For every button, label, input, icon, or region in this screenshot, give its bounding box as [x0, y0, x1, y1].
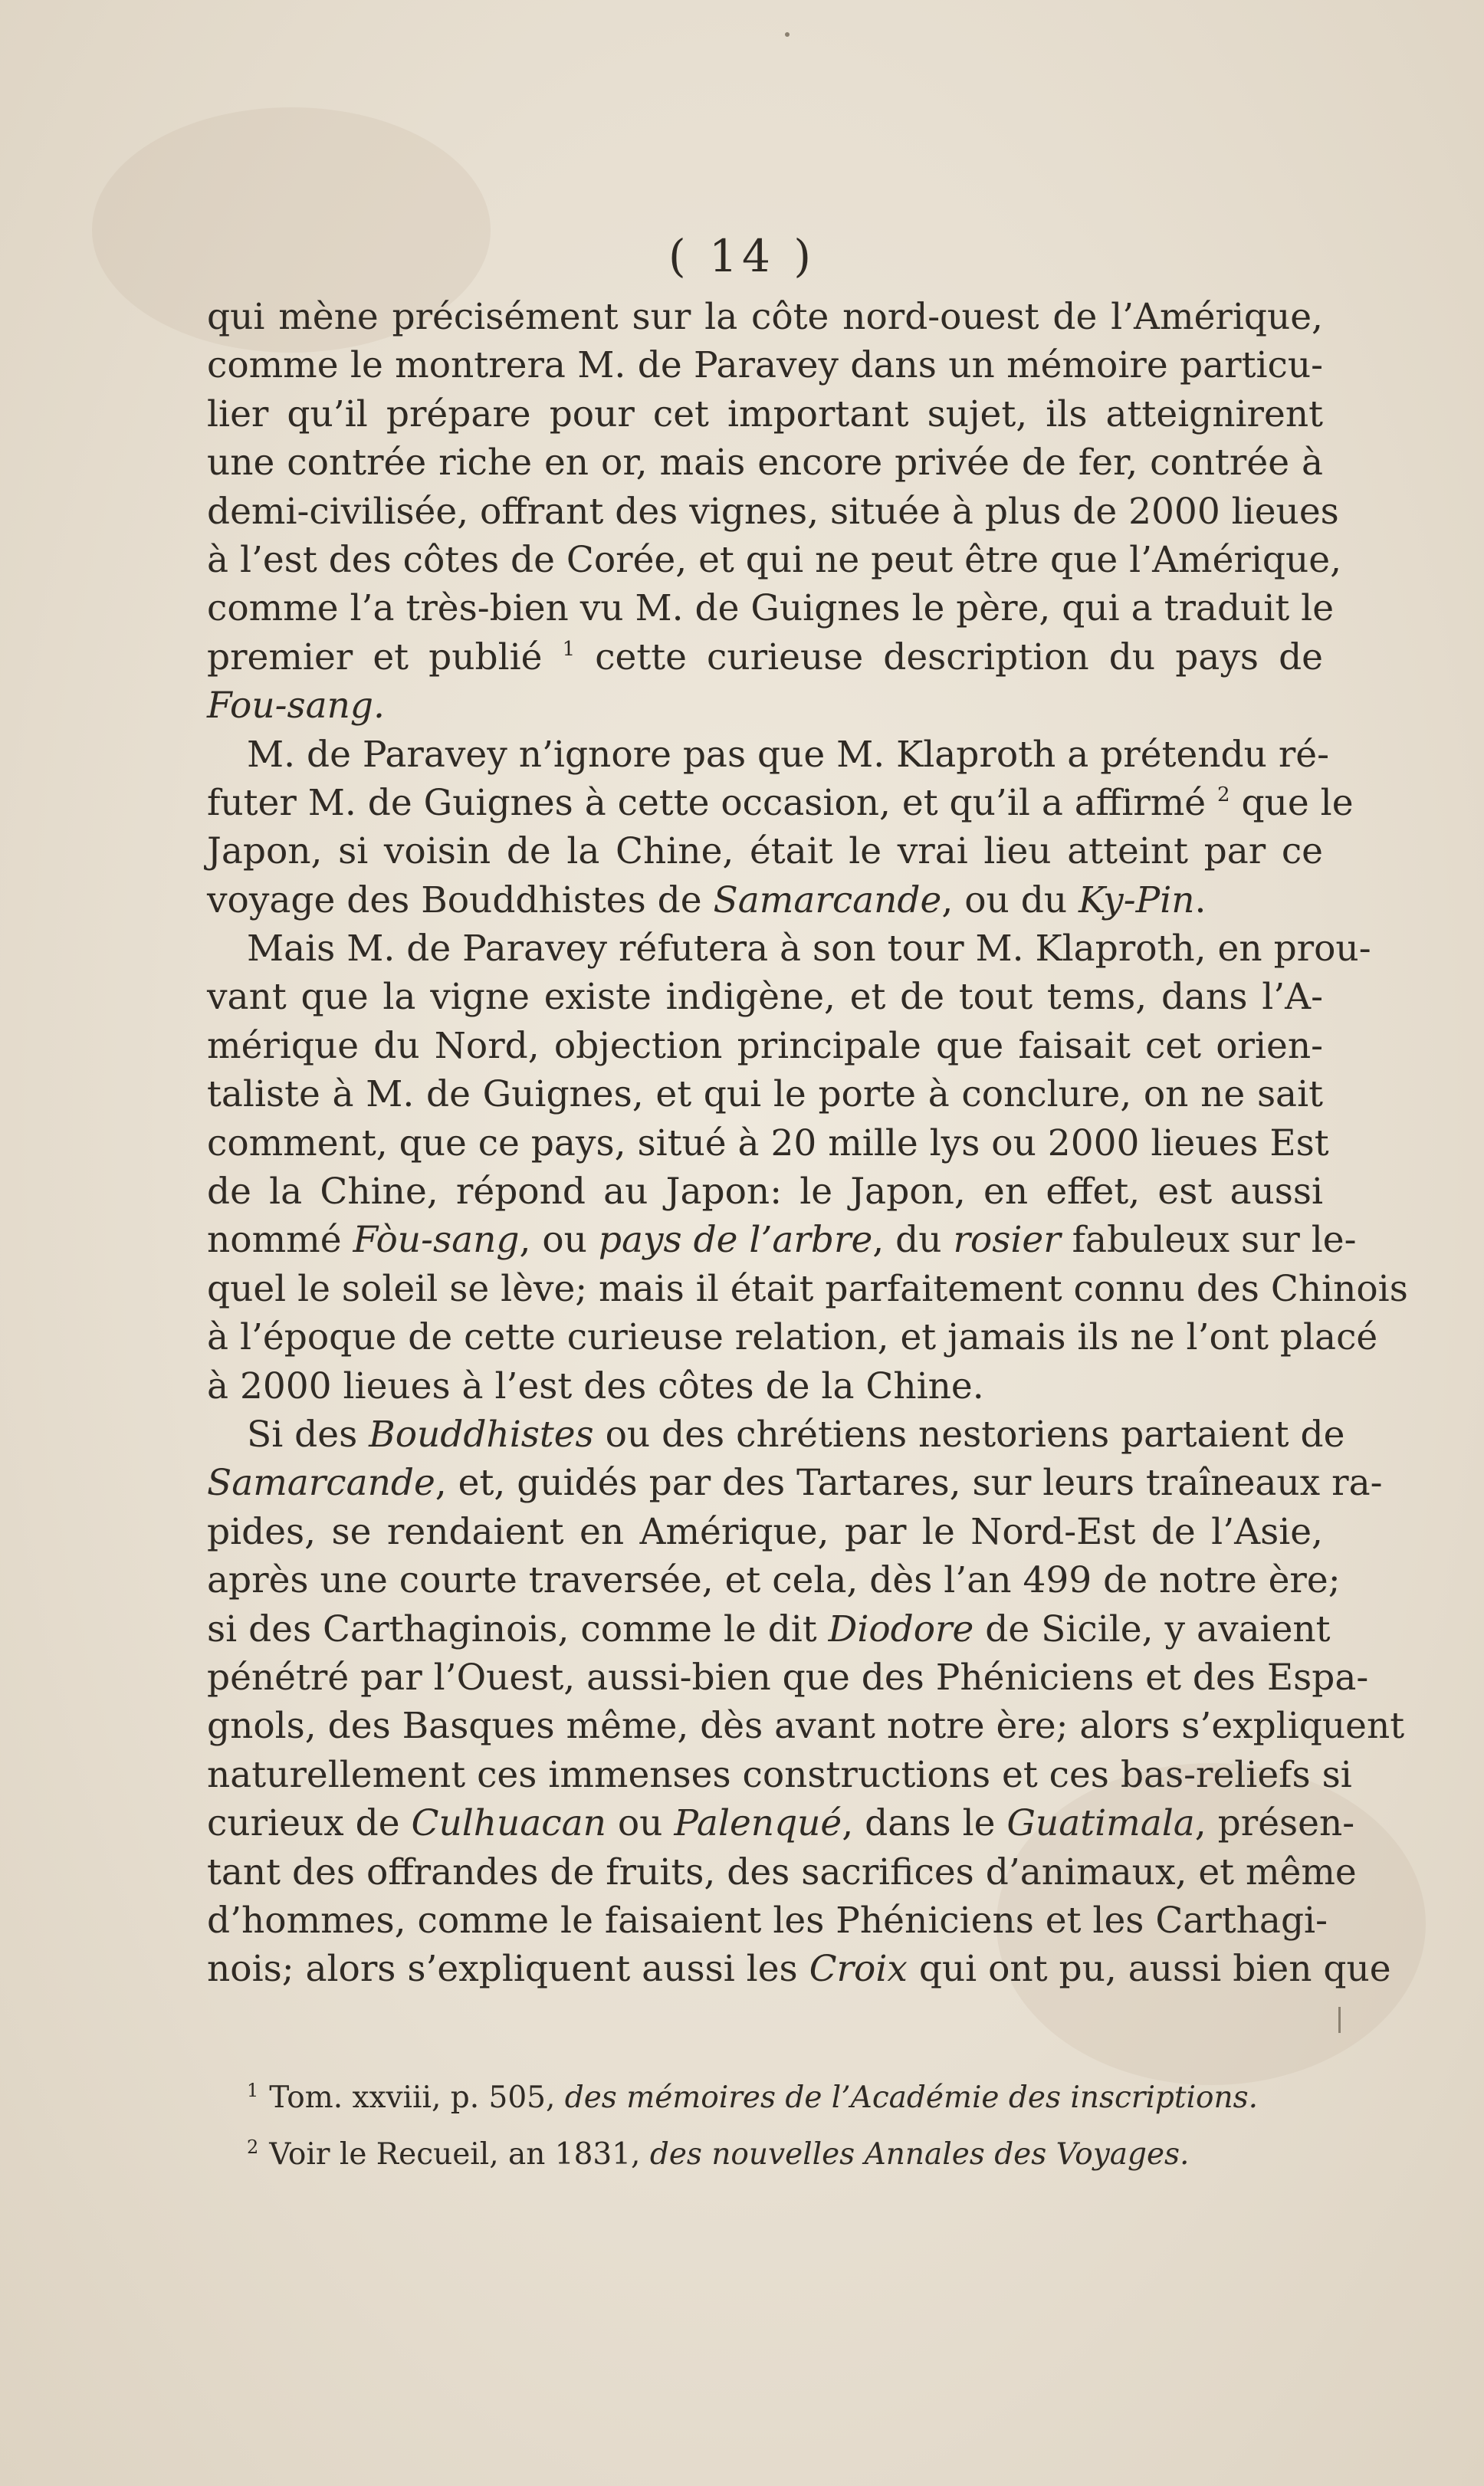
text-line: quel le soleil se lève; mais il était parfaitement connu des Chinois: [207, 1267, 1408, 1310]
text-line: gnols, des Basques même, dès avant notre ère; alors s’expliquent: [207, 1705, 1405, 1748]
footnote-text: Voir le Recueil, an 1831,: [269, 2137, 641, 2172]
italic-term: pays de l’arbre: [598, 1219, 873, 1262]
text-line: naturellement ces immenses constructions et ces bas-reliefs si: [207, 1753, 1352, 1796]
text-line: lier qu’il prépare pour cet important sujet, ils atteignirent: [207, 392, 1323, 435]
text-segment: , présen-: [1194, 1802, 1355, 1845]
text-segment: fabuleux sur le-: [1072, 1219, 1357, 1262]
text-segment: si des Carthaginois, comme le dit: [207, 1608, 817, 1650]
text-segment: , dans le: [842, 1802, 996, 1845]
text-segment: ou: [617, 1802, 663, 1845]
italic-term: Samarcande: [713, 878, 942, 921]
text-line: [207, 876, 1323, 924]
italic-term: Culhuacan: [411, 1802, 606, 1845]
italic-term: Bouddhistes: [369, 1413, 594, 1456]
text-line: [207, 779, 1354, 827]
body-text: [207, 293, 1408, 1994]
footnote-italic: des mémoires de l’Académie des inscriptions.: [564, 2080, 1259, 2115]
text-line: vant que la vigne existe indigène, et de tout tems, dans l’A-: [207, 976, 1323, 1019]
text-line: mérique du Nord, objection principale que faisait cet orien-: [207, 1024, 1323, 1067]
text-segment: nommé: [207, 1219, 342, 1262]
text-segment: que le: [1241, 781, 1354, 824]
footnote-ref: 2: [1217, 783, 1230, 806]
italic-term: Fou-sang.: [207, 685, 385, 727]
footnote-mark: 1: [247, 2080, 259, 2101]
text-line: demi-civilisée, offrant des vignes, située à plus de 2000 lieues: [207, 490, 1339, 533]
text-line: [207, 1410, 1345, 1459]
text-line: après une courte traversée, et cela, dès l’an 499 de notre ère;: [207, 1559, 1341, 1602]
footnotes: [247, 2066, 1320, 2179]
text-segment: de Sicile, y avaient: [985, 1608, 1331, 1650]
italic-term: Guatimala: [1006, 1802, 1195, 1845]
text-segment: ou des chrétiens nestoriens partaient de: [605, 1413, 1345, 1456]
text-line: comme l’a très-bien vu M. de Guignes le père, qui a traduit le: [207, 587, 1335, 630]
footnote-mark: 2: [247, 2136, 259, 2158]
text-line: comment, que ce pays, situé à 20 mille lys ou 2000 lieues Est: [207, 1121, 1329, 1164]
italic-term: Samarcande: [207, 1462, 435, 1505]
text-line: de la Chine, répond au Japon: le Japon, en effet, est aussi: [207, 1171, 1323, 1213]
italic-term: Palenqué: [674, 1802, 842, 1845]
text-segment: , du: [872, 1219, 942, 1262]
text-segment: , ou du: [941, 878, 1068, 921]
text-line: comme le montrera M. de Paravey dans un mémoire particu-: [207, 344, 1323, 387]
text-line: pides, se rendaient en Amérique, par le Nord-Est de l’Asie,: [207, 1510, 1323, 1553]
italic-term: Fòu-sang: [353, 1219, 520, 1262]
text-line: à l’époque de cette curieuse relation, et jamais ils ne l’ont placé: [207, 1316, 1378, 1359]
text-line: une contrée riche en or, mais encore privée de fer, contrée à: [207, 442, 1323, 484]
text-line: pénétré par l’Ouest, aussi-bien que des Phéniciens et des Espa-: [207, 1656, 1369, 1699]
text-line: M. de Paravey n’ignore pas que M. Klaproth a prétendu ré-: [247, 733, 1329, 776]
text-line: Mais M. de Paravey réfutera à son tour M. Klaproth, en prou-: [247, 928, 1371, 970]
text-line: qui mène précisément sur la côte nord-ouest de l’Amérique,: [207, 296, 1323, 338]
footnote-italic: des nouvelles Annales des Voyages.: [649, 2137, 1190, 2172]
text-segment: curieux de: [207, 1802, 400, 1845]
text-line: à l’est des côtes de Corée, et qui ne peut être que l’Amérique,: [207, 538, 1342, 581]
text-line: tant des offrandes de fruits, des sacrifices d’animaux, et même: [207, 1851, 1357, 1893]
paper-speck: [785, 32, 790, 37]
italic-term: Croix: [809, 1948, 908, 1991]
footnote: [247, 2123, 1320, 2179]
text-line: [207, 681, 1323, 730]
text-line: d’hommes, comme le faisaient les Phéniciens et les Carthagi-: [207, 1899, 1328, 1942]
footnote: [247, 2066, 1320, 2123]
text-segment: Si des: [247, 1413, 358, 1456]
italic-term: Diodore: [828, 1608, 974, 1650]
text-segment: cette curieuse description du pays de: [595, 635, 1323, 678]
text-segment: futer M. de Guignes à cette occasion, et qu’il a affirmé: [207, 781, 1207, 824]
text-segment: qui ont pu, aussi bien que: [918, 1948, 1391, 1991]
text-line: [207, 1216, 1357, 1264]
text-line: taliste à M. de Guignes, et qui le porte à conclure, on ne sait: [207, 1073, 1323, 1116]
text-line: [207, 633, 1323, 681]
footnote-text: Tom. xxviii, p. 505,: [269, 2080, 556, 2115]
text-segment: , et, guidés par des Tartares, sur leurs traîneaux ra-: [435, 1462, 1383, 1505]
text-line: [207, 1605, 1331, 1654]
italic-term: rosier: [953, 1219, 1061, 1262]
text-line: [207, 1459, 1383, 1507]
text-line: Japon, si voisin de la Chine, était le vrai lieu atteint par ce: [207, 830, 1323, 873]
text-line: [207, 1799, 1355, 1847]
italic-term: Ky-Pin: [1079, 878, 1195, 921]
page-number: ( 14 ): [668, 230, 816, 282]
text-segment: , ou: [519, 1219, 587, 1262]
text-segment: .: [1194, 878, 1207, 921]
text-segment: nois; alors s’expliquent aussi les: [207, 1948, 798, 1991]
text-segment: premier et publié: [207, 635, 543, 678]
footnote-ref: 1: [562, 637, 576, 661]
text-line: à 2000 lieues à l’est des côtes de la Chine.: [207, 1365, 984, 1407]
paper-speck: [1338, 2007, 1341, 2033]
text-line: [207, 1945, 1391, 1993]
text-segment: voyage des Bouddhistes de: [207, 878, 702, 921]
